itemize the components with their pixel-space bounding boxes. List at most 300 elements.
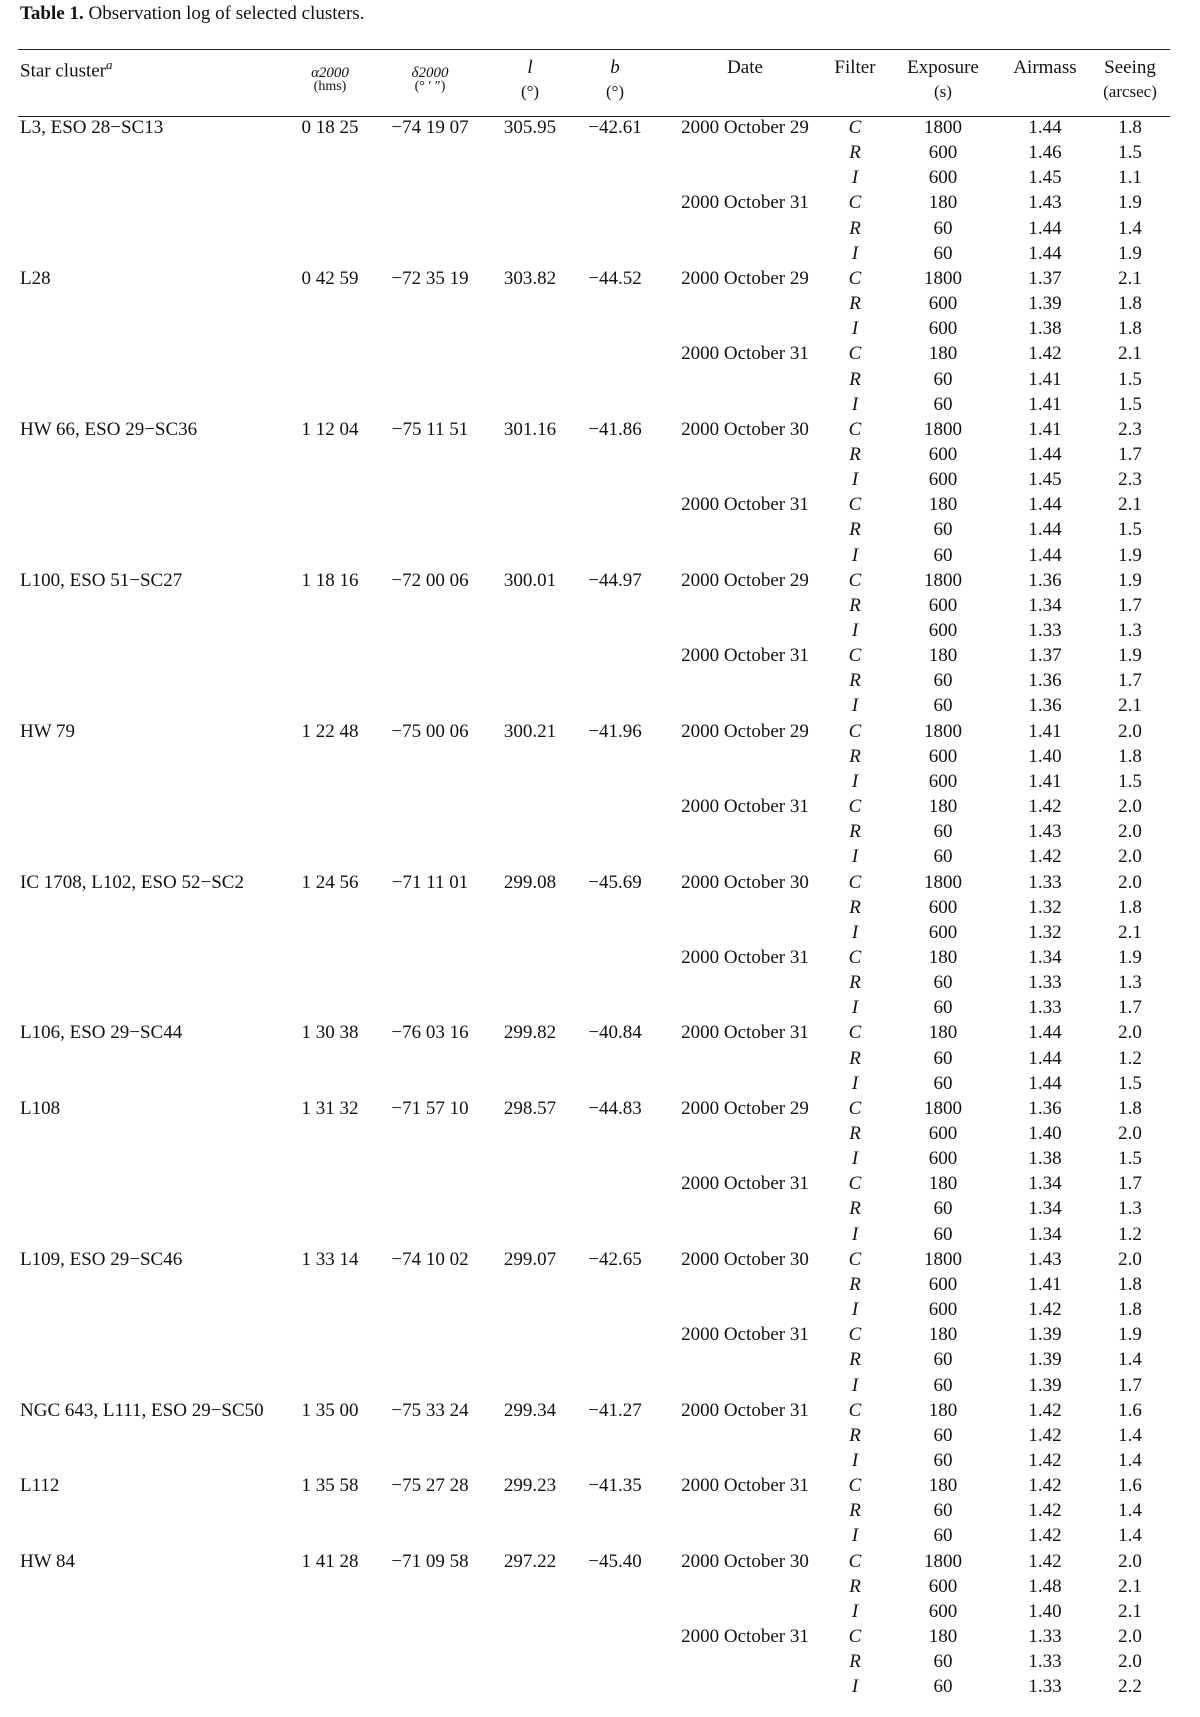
obs-exposure: 60 (933, 997, 953, 1019)
obs-seeing: 2.0 (1118, 1248, 1142, 1270)
obs-filter: C (848, 645, 862, 667)
obs-filter: R (849, 1575, 861, 1597)
obs-filter: R (849, 368, 861, 390)
cluster-name: L108 (20, 1097, 61, 1119)
header-airmass: Airmass (1013, 57, 1077, 78)
cluster-ra: 1 22 48 (301, 720, 359, 742)
obs-exposure: 600 (928, 896, 958, 918)
cluster-name: L109, ESO 29−SC46 (20, 1248, 183, 1270)
obs-airmass: 1.44 (1028, 1072, 1062, 1094)
obs-seeing: 2.3 (1118, 418, 1142, 440)
obs-airmass: 1.42 (1028, 1550, 1062, 1572)
cluster-l: 297.22 (503, 1550, 557, 1572)
cluster-dec: −72 00 06 (391, 569, 469, 591)
obs-date: 2000 October 29 (681, 720, 809, 742)
obs-filter: C (848, 1324, 862, 1346)
obs-exposure: 180 (928, 1022, 958, 1044)
obs-exposure: 600 (928, 1575, 958, 1597)
obs-filter: C (848, 1173, 862, 1195)
cluster-ra: 1 41 28 (301, 1550, 359, 1572)
obs-filter: I (851, 469, 859, 491)
obs-exposure: 180 (928, 946, 958, 968)
obs-seeing: 2.1 (1118, 1600, 1142, 1622)
obs-filter: I (851, 1600, 859, 1622)
obs-airmass: 1.44 (1028, 217, 1062, 239)
obs-exposure: 180 (928, 1173, 958, 1195)
obs-date: 2000 October 31 (681, 1399, 809, 1421)
obs-exposure: 600 (928, 443, 958, 465)
obs-seeing: 1.4 (1118, 1500, 1142, 1522)
header-b: b (610, 57, 620, 78)
obs-airmass: 1.44 (1028, 242, 1062, 264)
obs-exposure: 60 (933, 1500, 953, 1522)
obs-date: 2000 October 29 (681, 117, 809, 138)
obs-seeing: 2.1 (1118, 1575, 1142, 1597)
obs-airmass: 1.44 (1028, 494, 1062, 516)
obs-date: 2000 October 31 (681, 796, 809, 818)
obs-exposure: 180 (928, 494, 958, 516)
header-dec-unit: (° ′ ″) (414, 79, 446, 94)
obs-date: 2000 October 31 (681, 645, 809, 667)
obs-filter: I (851, 1299, 859, 1321)
obs-airmass: 1.43 (1028, 821, 1062, 843)
obs-exposure: 60 (933, 972, 953, 994)
obs-seeing: 1.5 (1118, 142, 1142, 164)
obs-seeing: 1.8 (1118, 896, 1142, 918)
cluster-dec: −72 35 19 (391, 267, 469, 289)
caption-text: Observation log of selected clusters. (88, 3, 365, 24)
table-top-rule (18, 49, 1170, 50)
obs-exposure: 600 (928, 620, 958, 641)
obs-seeing: 1.5 (1118, 519, 1142, 541)
obs-seeing: 1.8 (1118, 318, 1142, 340)
cluster-l: 299.08 (503, 871, 557, 893)
obs-airmass: 1.39 (1028, 1374, 1062, 1396)
cluster-ra: 1 35 58 (301, 1475, 359, 1497)
obs-seeing: 1.8 (1118, 745, 1142, 767)
obs-exposure: 60 (933, 217, 953, 239)
obs-filter: C (848, 418, 862, 440)
obs-filter: R (849, 142, 861, 164)
obs-airmass: 1.33 (1028, 871, 1062, 893)
obs-airmass: 1.40 (1028, 1123, 1062, 1144)
cluster-b: −44.83 (588, 1097, 642, 1119)
obs-seeing: 2.3 (1118, 469, 1142, 491)
obs-seeing: 1.9 (1118, 946, 1142, 968)
obs-airmass: 1.40 (1028, 745, 1062, 767)
obs-seeing: 2.1 (1118, 494, 1142, 516)
obs-seeing: 1.6 (1118, 1475, 1142, 1497)
obs-seeing: 1.7 (1118, 443, 1142, 465)
obs-airmass: 1.41 (1028, 770, 1062, 792)
obs-airmass: 1.36 (1028, 1097, 1062, 1119)
obs-seeing: 1.1 (1118, 167, 1142, 189)
obs-exposure: 1800 (924, 1248, 962, 1270)
obs-airmass: 1.41 (1028, 1273, 1062, 1295)
cluster-ra: 1 30 38 (301, 1022, 359, 1044)
obs-filter: C (848, 192, 862, 214)
obs-exposure: 60 (933, 1223, 953, 1245)
obs-airmass: 1.39 (1028, 293, 1062, 315)
obs-filter: R (849, 1500, 861, 1522)
obs-seeing: 1.2 (1118, 1223, 1142, 1245)
obs-exposure: 60 (933, 1349, 953, 1371)
obs-seeing: 1.8 (1118, 1299, 1142, 1321)
obs-date: 2000 October 29 (681, 569, 809, 591)
obs-airmass: 1.43 (1028, 1248, 1062, 1270)
obs-date: 2000 October 31 (681, 494, 809, 516)
obs-airmass: 1.41 (1028, 418, 1062, 440)
cluster-name: L3, ESO 28−SC13 (20, 117, 164, 138)
cluster-name: HW 79 (20, 720, 76, 742)
obs-date: 2000 October 30 (681, 871, 809, 893)
obs-seeing: 1.7 (1118, 594, 1142, 616)
cluster-dec: −75 33 24 (391, 1399, 469, 1421)
obs-airmass: 1.41 (1028, 393, 1062, 415)
obs-seeing: 1.4 (1118, 1525, 1142, 1547)
obs-filter: I (851, 770, 859, 792)
obs-airmass: 1.36 (1028, 695, 1062, 717)
cluster-name: IC 1708, L102, ESO 52−SC2 (20, 871, 244, 893)
obs-filter: R (849, 670, 861, 692)
obs-seeing: 1.5 (1118, 1148, 1142, 1170)
obs-airmass: 1.33 (1028, 997, 1062, 1019)
obs-filter: R (849, 594, 861, 616)
obs-airmass: 1.33 (1028, 972, 1062, 994)
obs-exposure: 600 (928, 1299, 958, 1321)
cluster-l: 301.16 (503, 418, 557, 440)
obs-airmass: 1.36 (1028, 670, 1062, 692)
cluster-name: L112 (20, 1475, 60, 1497)
obs-airmass: 1.33 (1028, 1626, 1062, 1647)
obs-airmass: 1.34 (1028, 1173, 1062, 1195)
obs-filter: R (849, 972, 861, 994)
obs-exposure: 1800 (924, 1550, 962, 1572)
obs-date: 2000 October 30 (681, 1248, 809, 1270)
obs-airmass: 1.33 (1028, 620, 1062, 641)
cluster-ra: 1 18 16 (301, 569, 359, 591)
cluster-b: −42.65 (588, 1248, 642, 1270)
obs-airmass: 1.33 (1028, 1651, 1062, 1673)
cluster-name: NGC 643, L111, ESO 29−SC50 (20, 1399, 264, 1421)
obs-seeing: 1.5 (1118, 1072, 1142, 1094)
obs-date: 2000 October 31 (681, 1475, 809, 1497)
obs-airmass: 1.44 (1028, 1047, 1062, 1069)
obs-exposure: 60 (933, 1047, 953, 1069)
obs-exposure: 600 (928, 318, 958, 340)
cluster-l: 299.23 (503, 1475, 557, 1497)
cluster-l: 303.82 (503, 267, 557, 289)
obs-exposure: 60 (933, 1424, 953, 1446)
header-star-cluster: Star cluster$^a$ (20, 57, 113, 82)
obs-filter: C (848, 267, 862, 289)
obs-seeing: 1.9 (1118, 645, 1142, 667)
obs-airmass: 1.44 (1028, 519, 1062, 541)
obs-filter: C (848, 1022, 862, 1044)
obs-seeing: 2.1 (1118, 695, 1142, 717)
cluster-ra: 1 24 56 (301, 871, 359, 893)
obs-exposure: 1800 (924, 871, 962, 893)
cluster-b: −41.86 (588, 418, 642, 440)
obs-seeing: 1.9 (1118, 242, 1142, 264)
obs-airmass: 1.41 (1028, 368, 1062, 390)
obs-airmass: 1.45 (1028, 469, 1062, 491)
obs-airmass: 1.34 (1028, 946, 1062, 968)
obs-airmass: 1.42 (1028, 1449, 1062, 1471)
obs-date: 2000 October 30 (681, 418, 809, 440)
table-caption (20, 3, 364, 25)
obs-seeing: 1.8 (1118, 1097, 1142, 1119)
obs-filter: C (848, 796, 862, 818)
obs-exposure: 1800 (924, 569, 962, 591)
cluster-name: L100, ESO 51−SC27 (20, 569, 183, 591)
cluster-b: −45.40 (588, 1550, 642, 1572)
obs-exposure: 60 (933, 242, 953, 264)
obs-filter: R (849, 1047, 861, 1069)
cluster-ra: 1 35 00 (301, 1399, 359, 1421)
obs-exposure: 180 (928, 645, 958, 667)
obs-airmass: 1.42 (1028, 1299, 1062, 1321)
obs-filter: C (848, 1475, 862, 1497)
cluster-l: 300.01 (503, 569, 557, 591)
header-ra: α2000 (311, 65, 349, 81)
obs-filter: R (849, 293, 861, 315)
obs-airmass: 1.38 (1028, 1148, 1062, 1170)
obs-exposure: 600 (928, 142, 958, 164)
obs-airmass: 1.45 (1028, 167, 1062, 189)
cluster-ra: 0 42 59 (301, 267, 359, 289)
obs-exposure: 60 (933, 670, 953, 692)
obs-seeing: 1.3 (1118, 1198, 1142, 1220)
obs-exposure: 600 (928, 293, 958, 315)
obs-date: 2000 October 29 (681, 1097, 809, 1119)
obs-seeing: 2.1 (1118, 267, 1142, 289)
obs-seeing: 2.0 (1118, 871, 1142, 893)
cluster-b: −45.69 (588, 871, 642, 893)
obs-filter: C (848, 1097, 862, 1119)
obs-filter: R (849, 1349, 861, 1371)
cluster-ra: 1 12 04 (301, 418, 359, 440)
obs-filter: R (849, 1651, 861, 1673)
obs-exposure: 1800 (924, 117, 962, 138)
cluster-dec: −71 09 58 (391, 1550, 469, 1572)
obs-seeing: 1.4 (1118, 1449, 1142, 1471)
obs-airmass: 1.42 (1028, 1525, 1062, 1547)
obs-exposure: 60 (933, 1651, 953, 1673)
obs-airmass: 1.37 (1028, 645, 1062, 667)
obs-date: 2000 October 31 (681, 1626, 809, 1647)
obs-airmass: 1.44 (1028, 443, 1062, 465)
obs-exposure: 60 (933, 393, 953, 415)
obs-seeing: 2.0 (1118, 1626, 1142, 1647)
obs-airmass: 1.44 (1028, 117, 1062, 138)
obs-filter: I (851, 242, 859, 264)
obs-filter: C (848, 343, 862, 365)
obs-filter: C (848, 1550, 862, 1572)
obs-filter: I (851, 1449, 859, 1471)
obs-exposure: 180 (928, 1399, 958, 1421)
obs-seeing: 1.7 (1118, 1374, 1142, 1396)
obs-airmass: 1.34 (1028, 1198, 1062, 1220)
obs-airmass: 1.43 (1028, 192, 1062, 214)
obs-seeing: 2.0 (1118, 1550, 1142, 1572)
cluster-b: −41.27 (588, 1399, 642, 1421)
obs-filter: C (848, 1626, 862, 1647)
obs-airmass: 1.48 (1028, 1575, 1062, 1597)
obs-date: 2000 October 29 (681, 267, 809, 289)
obs-date: 2000 October 31 (681, 1022, 809, 1044)
obs-filter: C (848, 117, 862, 138)
obs-seeing: 1.4 (1118, 217, 1142, 239)
header-ra-unit: (hms) (313, 79, 347, 94)
obs-exposure: 600 (928, 770, 958, 792)
obs-seeing: 1.9 (1118, 192, 1142, 214)
obs-exposure: 600 (928, 594, 958, 616)
obs-airmass: 1.37 (1028, 267, 1062, 289)
obs-exposure: 60 (933, 695, 953, 717)
cluster-l: 299.82 (503, 1022, 557, 1044)
obs-seeing: 1.3 (1118, 620, 1142, 641)
obs-exposure: 180 (928, 1324, 958, 1346)
cluster-l: 298.57 (503, 1097, 557, 1119)
cluster-b: −41.35 (588, 1475, 642, 1497)
header-seeing-unit: (arcsec) (1103, 82, 1157, 101)
cluster-dec: −74 19 07 (391, 117, 469, 138)
obs-filter: C (848, 569, 862, 591)
obs-filter: C (848, 1248, 862, 1270)
obs-exposure: 600 (928, 921, 958, 943)
obs-airmass: 1.42 (1028, 1500, 1062, 1522)
obs-airmass: 1.44 (1028, 544, 1062, 566)
obs-seeing: 1.7 (1118, 997, 1142, 1019)
obs-date: 2000 October 31 (681, 343, 809, 365)
obs-seeing: 2.1 (1118, 921, 1142, 943)
obs-exposure: 60 (933, 821, 953, 843)
obs-seeing: 1.4 (1118, 1349, 1142, 1371)
cluster-l: 299.34 (503, 1399, 557, 1421)
obs-exposure: 600 (928, 1123, 958, 1144)
obs-seeing: 2.2 (1118, 1676, 1142, 1698)
obs-filter: C (848, 871, 862, 893)
obs-date: 2000 October 31 (681, 946, 809, 968)
cluster-b: −44.52 (588, 267, 642, 289)
obs-seeing: 1.5 (1118, 770, 1142, 792)
cluster-l: 299.07 (503, 1248, 557, 1270)
obs-exposure: 60 (933, 1072, 953, 1094)
obs-airmass: 1.42 (1028, 846, 1062, 868)
obs-exposure: 60 (933, 544, 953, 566)
obs-airmass: 1.46 (1028, 142, 1062, 164)
header-dec: δ2000 (411, 65, 449, 81)
obs-airmass: 1.44 (1028, 1022, 1062, 1044)
obs-filter: R (849, 1424, 861, 1446)
obs-exposure: 60 (933, 1198, 953, 1220)
obs-exposure: 60 (933, 368, 953, 390)
obs-filter: I (851, 695, 859, 717)
obs-airmass: 1.42 (1028, 796, 1062, 818)
obs-exposure: 60 (933, 1374, 953, 1396)
obs-airmass: 1.42 (1028, 343, 1062, 365)
obs-seeing: 2.0 (1118, 1651, 1142, 1673)
obs-airmass: 1.42 (1028, 1475, 1062, 1497)
obs-filter: R (849, 821, 861, 843)
cluster-b: −42.61 (588, 117, 642, 138)
header-b-unit: (°) (605, 82, 625, 101)
obs-exposure: 180 (928, 1626, 958, 1647)
obs-seeing: 1.7 (1118, 1173, 1142, 1195)
header-l: l (527, 57, 533, 78)
obs-exposure: 600 (928, 167, 958, 189)
obs-filter: I (851, 1676, 859, 1698)
obs-seeing: 1.5 (1118, 368, 1142, 390)
obs-filter: I (851, 846, 859, 868)
cluster-dec: −75 00 06 (391, 720, 469, 742)
obs-exposure: 1800 (924, 720, 962, 742)
obs-filter: I (851, 1525, 859, 1547)
obs-airmass: 1.33 (1028, 1676, 1062, 1698)
cluster-dec: −75 11 51 (391, 418, 469, 440)
obs-seeing: 1.9 (1118, 544, 1142, 566)
header-exposure: Exposure (907, 57, 979, 78)
cluster-ra: 1 33 14 (301, 1248, 359, 1270)
cluster-dec: −75 27 28 (391, 1475, 469, 1497)
obs-seeing: 1.8 (1118, 293, 1142, 315)
obs-exposure: 1800 (924, 418, 962, 440)
obs-airmass: 1.39 (1028, 1349, 1062, 1371)
obs-seeing: 2.1 (1118, 343, 1142, 365)
obs-exposure: 180 (928, 1475, 958, 1497)
obs-filter: I (851, 1148, 859, 1170)
obs-filter: R (849, 1273, 861, 1295)
cluster-l: 300.21 (503, 720, 557, 742)
obs-airmass: 1.41 (1028, 720, 1062, 742)
obs-seeing: 1.2 (1118, 1047, 1142, 1069)
obs-seeing: 1.5 (1118, 393, 1142, 415)
obs-filter: C (848, 494, 862, 516)
cluster-name: L106, ESO 29−SC44 (20, 1022, 183, 1044)
obs-exposure: 60 (933, 1449, 953, 1471)
obs-airmass: 1.39 (1028, 1324, 1062, 1346)
obs-exposure: 60 (933, 846, 953, 868)
obs-filter: R (849, 745, 861, 767)
obs-seeing: 2.0 (1118, 796, 1142, 818)
obs-filter: C (848, 720, 862, 742)
obs-airmass: 1.32 (1028, 896, 1062, 918)
obs-filter: R (849, 519, 861, 541)
obs-filter: R (849, 896, 861, 918)
cluster-name: HW 84 (20, 1550, 76, 1572)
cluster-ra: 0 18 25 (301, 117, 359, 138)
table-label: Table 1. (20, 3, 84, 24)
obs-filter: I (851, 393, 859, 415)
obs-exposure: 180 (928, 796, 958, 818)
obs-filter: I (851, 318, 859, 340)
obs-exposure: 1800 (924, 267, 962, 289)
obs-date: 2000 October 31 (681, 1324, 809, 1346)
header-l-unit: (°) (520, 82, 540, 101)
obs-date: 2000 October 31 (681, 1173, 809, 1195)
obs-seeing: 1.4 (1118, 1424, 1142, 1446)
obs-filter: I (851, 544, 859, 566)
obs-airmass: 1.34 (1028, 594, 1062, 616)
obs-exposure: 60 (933, 1525, 953, 1547)
obs-exposure: 180 (928, 192, 958, 214)
obs-filter: I (851, 1374, 859, 1396)
cluster-dec: −71 11 01 (391, 871, 469, 893)
cluster-name: HW 66, ESO 29−SC36 (20, 418, 198, 440)
header-seeing: Seeing (1104, 57, 1156, 78)
obs-airmass: 1.42 (1028, 1424, 1062, 1446)
